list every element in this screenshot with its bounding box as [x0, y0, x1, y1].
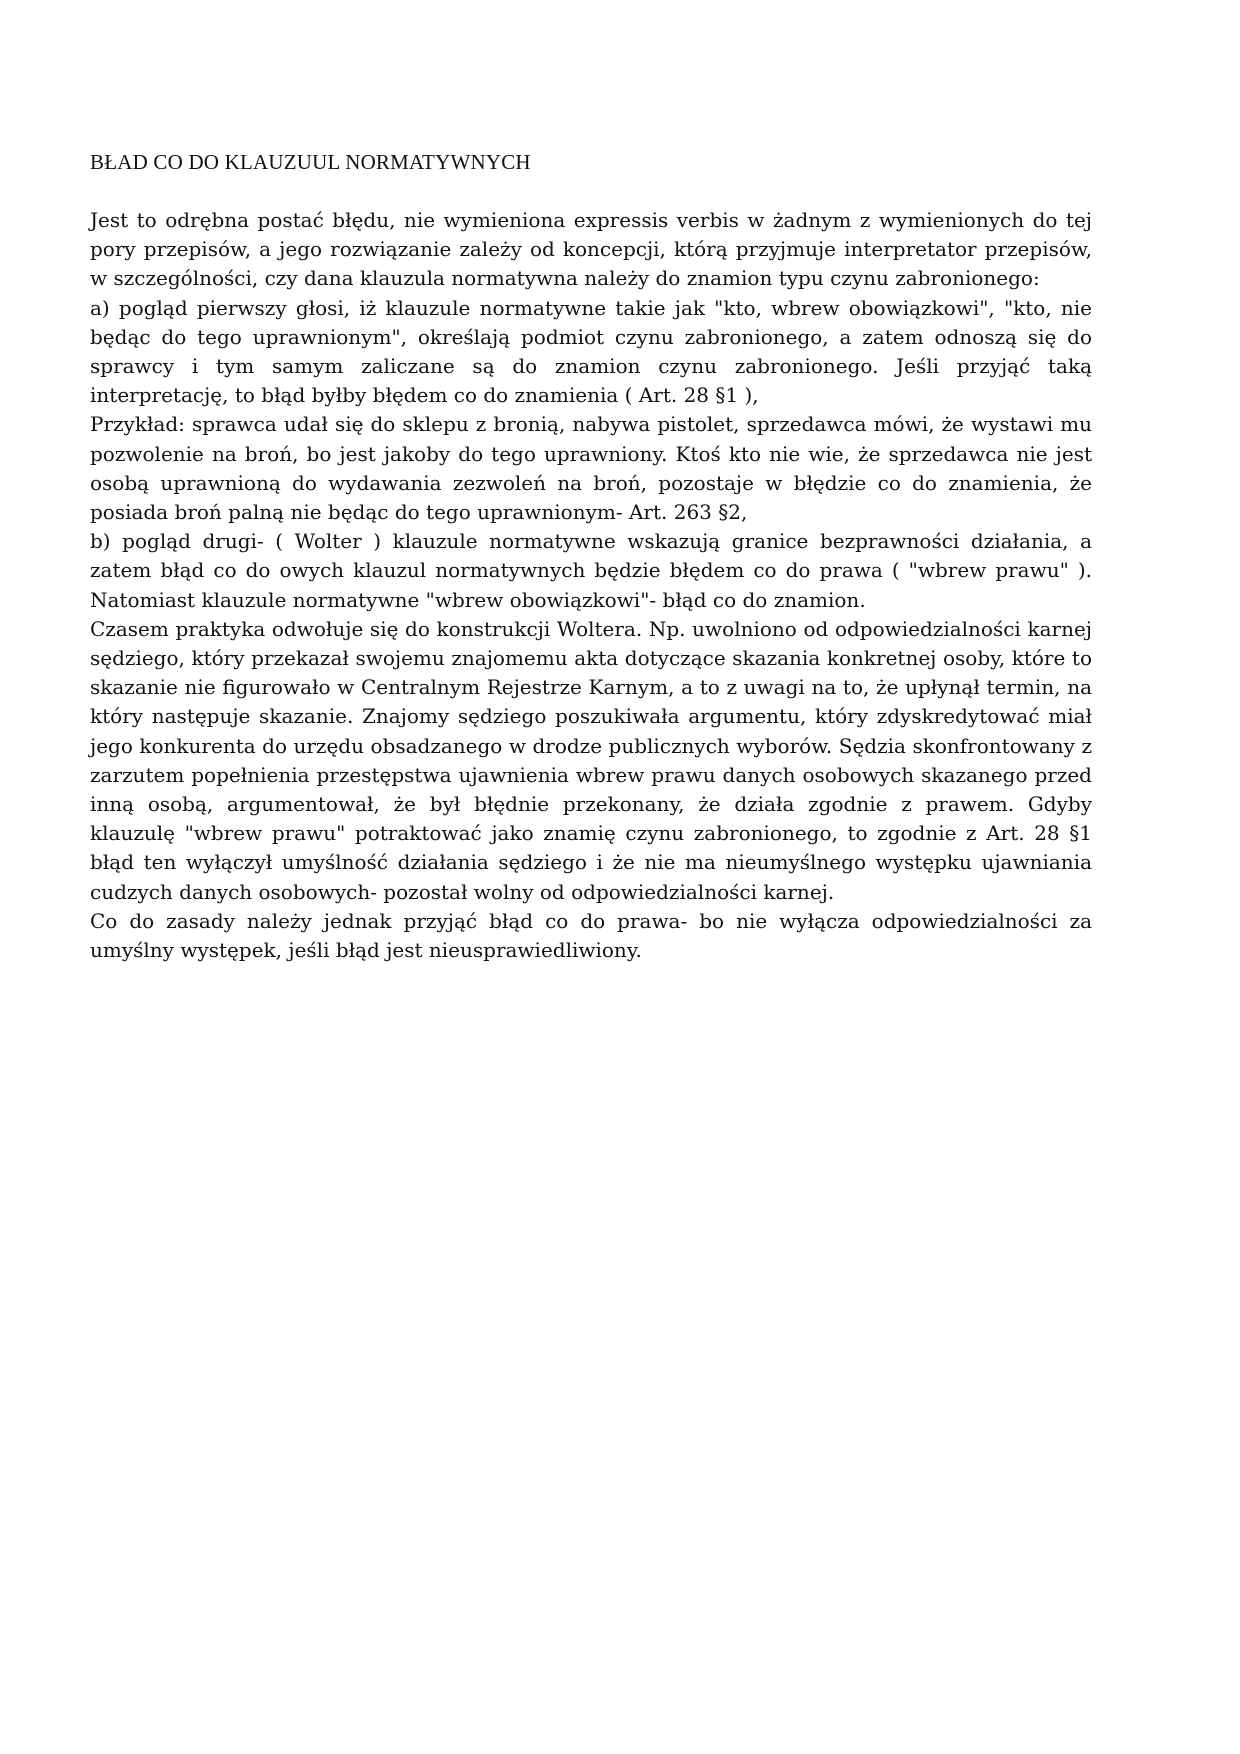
paragraph-view-a: a) pogląd pierwszy głosi, iż klauzule normatywne takie jak "kto, wbrew obowiązkowi", "kto, nie będąc do tego uprawnionym", określają podmiot czynu zabronionego, a zatem odnoszą się do sprawcy i tym samym zaliczane są do znamion czynu zabronionego. Jeśli przyjąć taką interpretację, to błąd byłby błędem co do znamienia ( Art. 28 §1 ),: [90, 295, 1092, 408]
paragraph-conclusion: Co do zasady należy jednak przyjąć błąd co do prawa- bo nie wyłącza odpowiedzialności za umyślny występek, jeśli błąd jest nieusprawiedliwiony.: [90, 908, 1092, 963]
document-title: BŁAD CO DO KLAUZUUL NORMATYWNYCH: [90, 150, 531, 174]
paragraph-view-b: b) pogląd drugi- ( Wolter ) klauzule normatywne wskazują granice bezprawności działania, a zatem błąd co do owych klauzul normatywnych będzie błędem co do prawa ( "wbrew prawu" ). Natomiast klauzule normatywne "wbrew obowiązkowi"- błąd co do znamion.: [90, 529, 1092, 612]
document-body: [90, 148, 1092, 965]
paragraph-example: Przykład: sprawca udał się do sklepu z bronią, nabywa pistolet, sprzedawca mówi, że wystawi mu pozwolenie na broń, bo jest jakoby do tego uprawniony. Ktoś kto nie wie, że sprzedawca nie jest osobą uprawnioną do wydawania zezwoleń na broń, pozostaje w błędzie co do znamienia, że posiada broń palną nie będąc do tego uprawnionym- Art. 263 §2,: [90, 412, 1092, 525]
paragraph-practice: Czasem praktyka odwołuje się do konstrukcji Woltera. Np. uwolniono od odpowiedzialności karnej sędziego, który przekazał swojemu znajomemu akta dotyczące skazania konkretnej osoby, które to skazanie nie figurowało w Centralnym Rejestrze Karnym, a to z uwagi na to, że upłynął termin, na który następuje skazanie. Znajomy sędziego poszukiwała argumentu, który zdyskredytować miał jego konkurenta do urzędu obsadzanego w drodze publicznych wyborów. Sędzia skonfrontowany z zarzutem popełnienia przestępstwa ujawnienia wbrew prawu danych osobowych skazanego przed inną osobą, argumentował, że był błędnie przekonany, że działa zgodnie z prawem. Gdyby klauzulę "wbrew prawu" potraktować jako znamię czynu zabronionego, to zgodnie z Art. 28 §1 błąd ten wyłączył umyślność działania sędziego i że nie ma nieumyślnego występku ujawniania cudzych danych osobowych- pozostał wolny od odpowiedzialności karnej.: [90, 616, 1092, 904]
paragraph-intro: Jest to odrębna postać błędu, nie wymieniona expressis verbis w żadnym z wymienionych do tej pory przepisów, a jego rozwiązanie zależy od koncepcji, którą przyjmuje interpretator przepisów, w szczególności, czy dana klauzula normatywna należy do znamion typu czynu zabronionego:: [90, 208, 1092, 291]
